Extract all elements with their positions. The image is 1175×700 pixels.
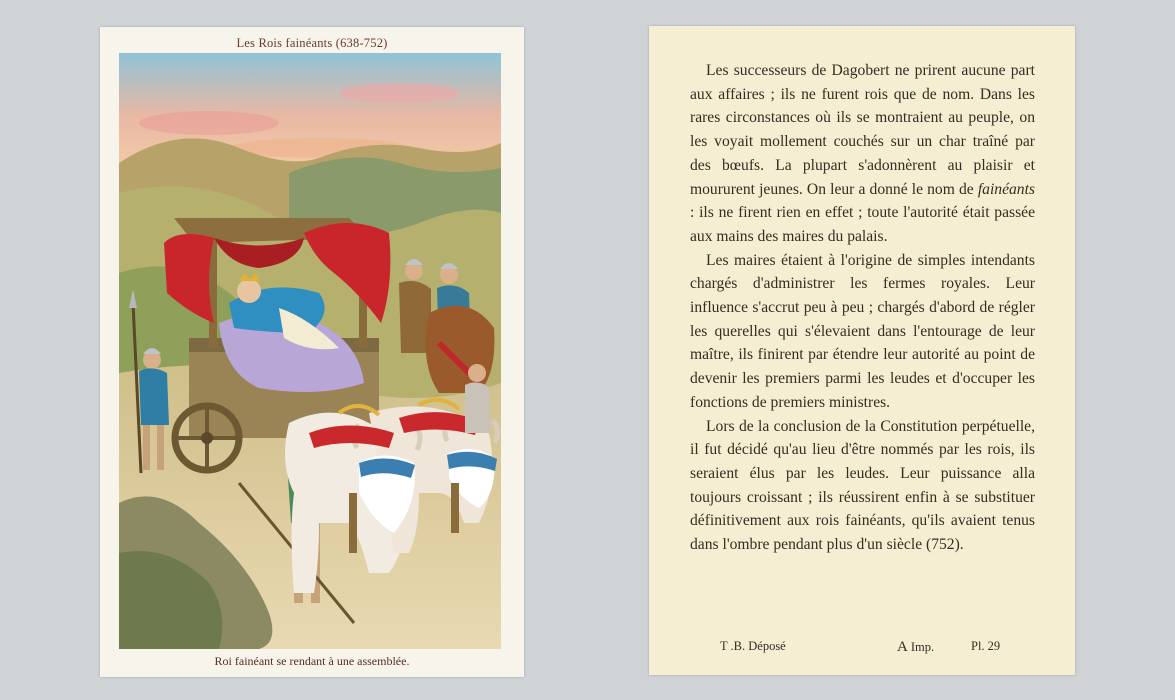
footer-imprint (897, 639, 934, 656)
back-footer (649, 639, 1075, 659)
footer-imp: Imp. (910, 640, 935, 654)
printer-mark: A (897, 639, 908, 655)
paragraph-1-part-b: : ils ne firent rien en effet ; toute l'autorité était passée aux mains des maires du palais. (690, 204, 1035, 245)
paragraph-1 (690, 59, 1035, 249)
card-front (100, 27, 524, 677)
paragraph-2: Les maires étaient à l'origine de simples intendants chargés d'administrer les fermes royales. Leur influence s'accrut peu à peu ; chargés d'abord de régler les querelles qui s'élevaient dans l'entourage de leur maître, ils finirent par étendre leur autorité au point de devenir les premiers parmi les leudes et d'occuper les fonctions de premiers ministres. (690, 251, 1035, 411)
footer-plate-number: Pl. 29 (971, 639, 1001, 653)
front-title: Les Rois fainéants (638-752) (236, 36, 388, 50)
paragraph-1-part-a: Les successeurs de Dagobert ne prirent aucune part aux affaires ; ils ne furent rois que de nom. Dans les rares circonstances où ils se montraient au peuple, on les voyait mollement couchés sur un char traîné par des bœufs. La plupart s'adonnèrent au plaisir et moururent jeunes. On leur a donné le nom de (690, 62, 1035, 198)
illustration-ox-cart (119, 53, 501, 649)
front-caption: Roi fainéant se rendant à une assemblée. (214, 654, 410, 668)
back-text (690, 59, 1035, 557)
paragraph-1-emphasis: fainéants (977, 180, 1035, 198)
card-back (649, 26, 1075, 675)
footer-depose: T .B. Déposé (720, 639, 786, 653)
paragraph-3: Lors de la conclusion de la Constitution perpétuelle, il fut décidé qu'au lieu d'être nommés par les rois, ils seraient élus par les leudes. Leur puissance alla toujours croissant ; ils réussirent enfin à se substituer définitivement aux rois fainéants, qu'ils avaient tenus dans l'ombre pendant plus d'un siècle (752). (690, 417, 1035, 554)
